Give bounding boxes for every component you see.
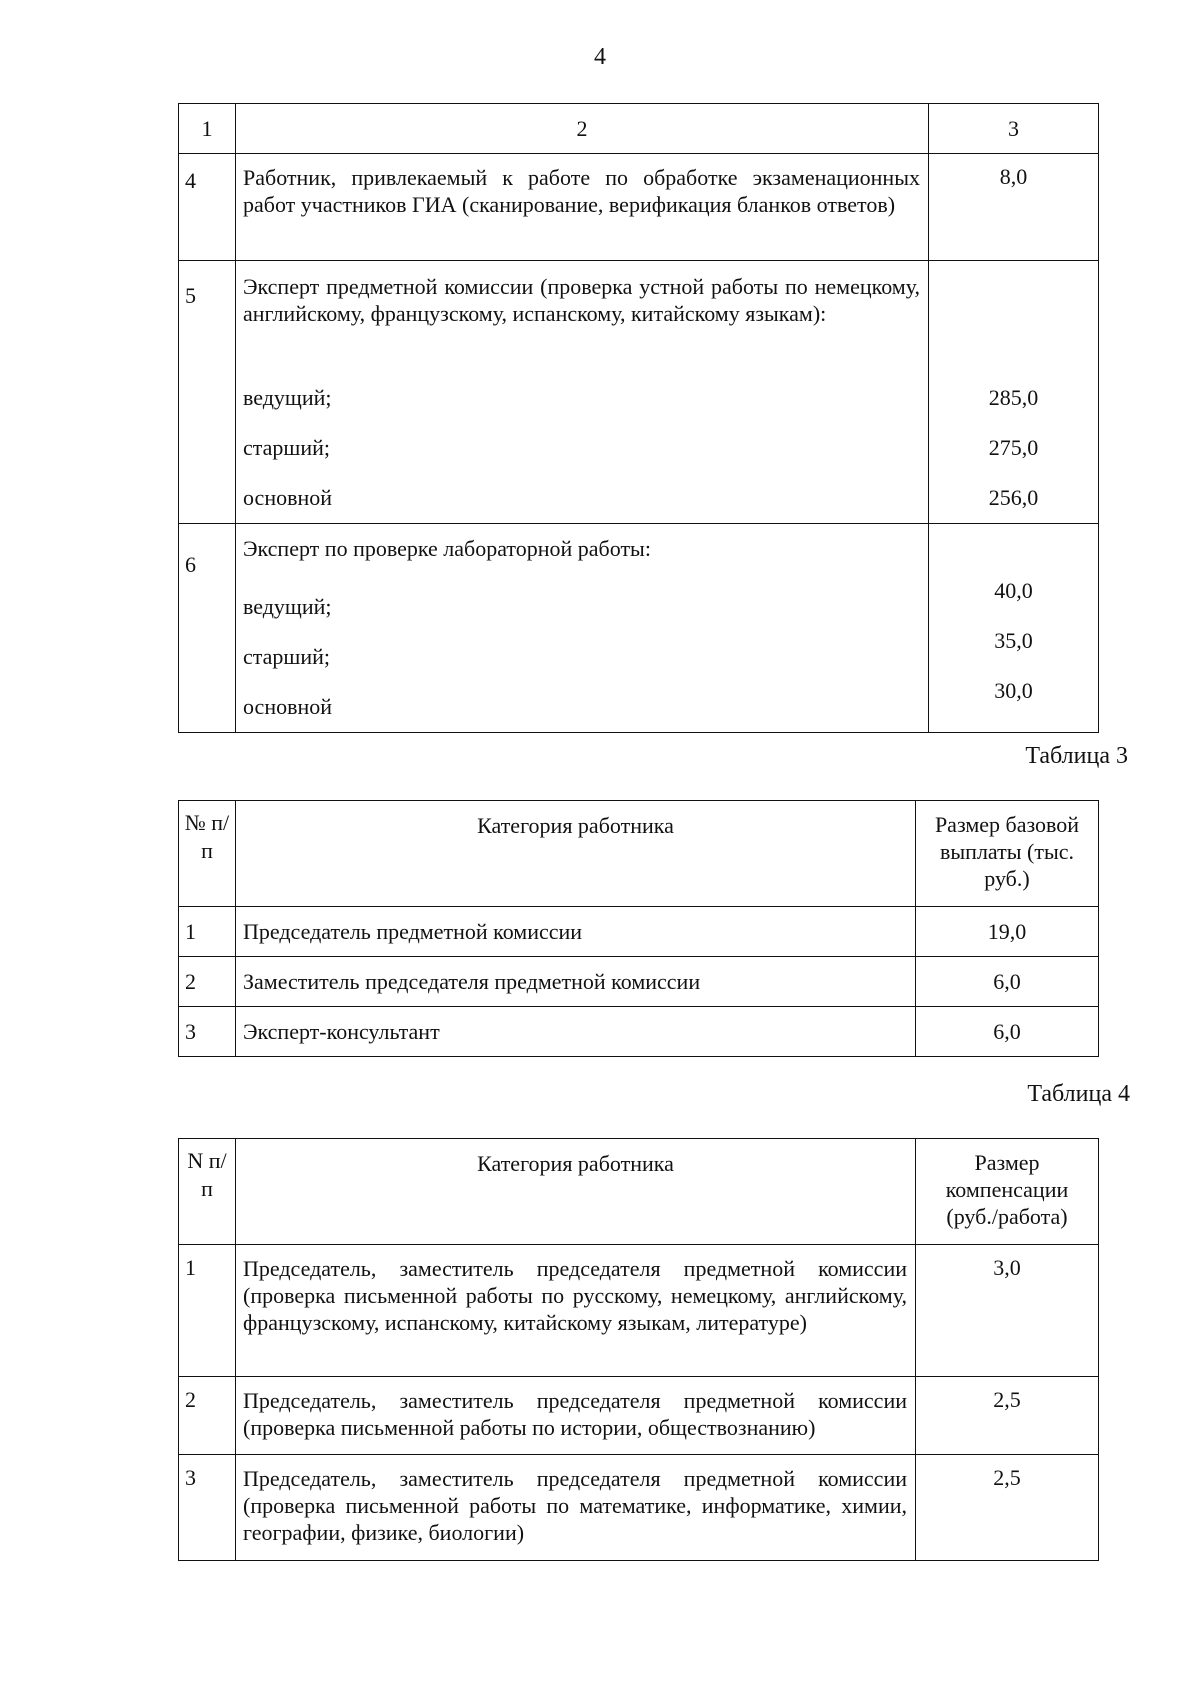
- level-value: 285,0: [988, 385, 1039, 410]
- row-category: Работник, привлекаемый к работе по обработке экзаменационных работ участников ГИА (сканирование, верификация бланков ответов): [236, 154, 929, 261]
- table-row: [179, 524, 1099, 733]
- table-3-caption: Таблица 3: [1025, 743, 1128, 769]
- row-category-cell: [236, 524, 929, 733]
- row-category: Председатель предметной комиссии: [236, 907, 916, 957]
- row-value: 3,0: [916, 1245, 1099, 1377]
- row-category: Эксперт по проверке лабораторной работы:: [243, 536, 651, 561]
- level-value: 275,0: [988, 435, 1039, 460]
- column-number-3: 3: [929, 104, 1099, 154]
- column-number-1: 1: [179, 104, 236, 154]
- header-amount: Размер базовой выплаты (тыс. руб.): [916, 801, 1099, 907]
- level-value: 40,0: [994, 578, 1033, 603]
- table-row: [179, 1377, 1099, 1455]
- row-value: 2,5: [916, 1455, 1099, 1561]
- row-category: Эксперт предметной комиссии (проверка устной работы по немецкому, английскому, французскому, испанскому, китайскому языкам):: [243, 274, 920, 326]
- row-value-cell: [929, 261, 1099, 524]
- row-number: 2: [179, 957, 236, 1007]
- row-category: Эксперт-консультант: [236, 1007, 916, 1057]
- row-value: 2,5: [916, 1377, 1099, 1455]
- level-label: ведущий;: [243, 385, 332, 410]
- row-value: 6,0: [916, 1007, 1099, 1057]
- header-category: Категория работника: [236, 801, 916, 907]
- level-value: 256,0: [988, 485, 1039, 510]
- row-number: 3: [179, 1455, 236, 1561]
- header-category: Категория работника: [236, 1139, 916, 1245]
- table-4: [178, 1138, 1099, 1561]
- table-header-row: [179, 104, 1099, 154]
- row-number: 5: [179, 261, 236, 524]
- row-number: 4: [179, 154, 236, 261]
- page-number: 4: [594, 44, 606, 70]
- table-header-row: [179, 1139, 1099, 1245]
- level-label: основной: [243, 485, 333, 510]
- header-amount: Размер компенсации (руб./работа): [916, 1139, 1099, 1245]
- row-category: Председатель, заместитель председателя предметной комиссии (проверка письменной работы по русскому, немецкому, английскому, французскому, испанскому, китайскому языкам, литературе): [236, 1245, 916, 1377]
- row-category: Председатель, заместитель председателя предметной комиссии (проверка письменной работы по математике, информатике, химии, географии, физике, биологии): [236, 1455, 916, 1561]
- row-category: Председатель, заместитель председателя предметной комиссии (проверка письменной работы по истории, обществознанию): [236, 1377, 916, 1455]
- level-label: основной: [243, 694, 333, 719]
- table-4-caption: Таблица 4: [1027, 1081, 1130, 1107]
- header-number: N п/п: [179, 1139, 236, 1245]
- level-value: 35,0: [994, 628, 1033, 653]
- row-value-cell: [929, 524, 1099, 733]
- level-label: старший;: [243, 435, 331, 460]
- table-row: [179, 1007, 1099, 1057]
- table-row: [179, 154, 1099, 261]
- level-value: 30,0: [994, 678, 1033, 703]
- table-row: [179, 1455, 1099, 1561]
- row-category: Заместитель председателя предметной комиссии: [236, 957, 916, 1007]
- table-2-continued: [178, 103, 1099, 733]
- row-number: 6: [179, 524, 236, 733]
- row-number: 1: [179, 1245, 236, 1377]
- table-3: [178, 800, 1099, 1057]
- row-value: 6,0: [916, 957, 1099, 1007]
- row-value: 19,0: [916, 907, 1099, 957]
- level-label: ведущий;: [243, 594, 332, 619]
- row-category-cell: [236, 261, 929, 524]
- header-number: № п/п: [179, 801, 236, 907]
- column-number-2: 2: [236, 104, 929, 154]
- row-number: 3: [179, 1007, 236, 1057]
- table-row: [179, 1245, 1099, 1377]
- table-header-row: [179, 801, 1099, 907]
- row-value: 8,0: [929, 154, 1099, 261]
- table-row: [179, 261, 1099, 524]
- table-row: [179, 907, 1099, 957]
- row-number: 2: [179, 1377, 236, 1455]
- row-number: 1: [179, 907, 236, 957]
- level-label: старший;: [243, 644, 331, 669]
- table-row: [179, 957, 1099, 1007]
